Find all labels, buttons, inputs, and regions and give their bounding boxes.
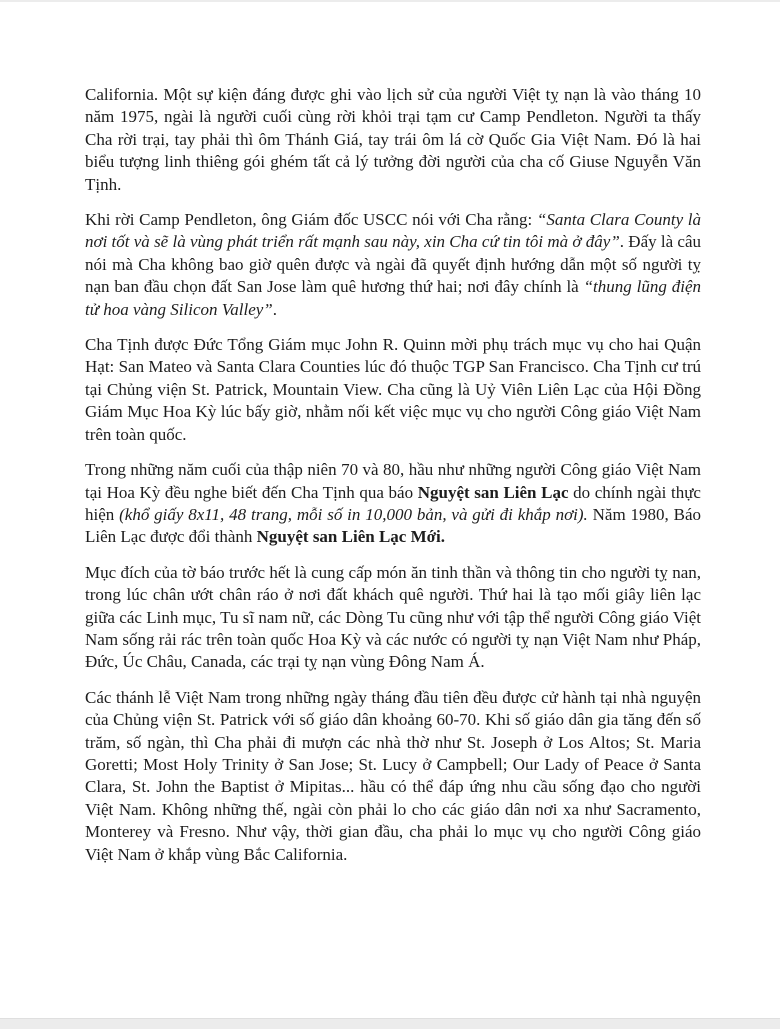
text-run-italic: (khổ giấy 8x11, 48 trang, mỗi số in 10,000 bản, và gửi đi khắp nơi). bbox=[119, 504, 588, 524]
text-run-italic: “Santa Clara County là nơi tốt và sẽ là vùng phát triển rất mạnh sau này, xin Cha cứ tin tôi mà ở đây” bbox=[85, 210, 701, 252]
text-run-normal: California. Một sự kiện đáng được ghi vào lịch sử của người Việt tỵ nạn là vào tháng 10 năm 1975, ngài là người cuối cùng rời khỏi trại tạm cư Camp Pendleton. Người ta thấy Cha rời trại, tay phải thì ôm Thánh Giá, tay trái ôm lá cờ Quốc Gia Việt Nam. Đó là hai biểu tượng linh thiêng gói ghém tất cả lý tưởng đời người của cha cố Giuse Nguyễn Văn Tịnh. bbox=[85, 85, 701, 194]
paragraph-4 bbox=[85, 459, 701, 549]
scan-bottom-edge bbox=[0, 1018, 780, 1029]
text-run-normal: Cha Tịnh được Đức Tổng Giám mục John R. Quinn mời phụ trách mục vụ cho hai Quận Hạt: San Mateo và Santa Clara Counties lúc đó thuộc TGP San Francisco. Cha Tịnh cư trú tại Chủng viện St. Patrick, Mountain View. Cha cũng là Uỷ Viên Liên Lạc của Hội Đồng Giám Mục Hoa Kỳ lúc bấy giờ, nhằm nối kết việc mục vụ cho người Công giáo Việt Nam trên toàn quốc. bbox=[85, 335, 701, 444]
text-run-normal: do chính ngài thực hiện bbox=[85, 482, 701, 524]
paragraph-6 bbox=[85, 687, 701, 866]
paragraph-1 bbox=[85, 84, 701, 196]
text-run-bold: Nguyệt san Liên Lạc Mới. bbox=[256, 527, 446, 547]
document-text bbox=[85, 84, 701, 879]
text-run-normal: . bbox=[272, 299, 277, 319]
text-run-normal: Trong những năm cuối của thập niên 70 và 80, hầu như những người Công giáo Việt Nam tại Hoa Kỳ đều nghe biết đến Cha Tịnh qua báo bbox=[85, 460, 701, 502]
scan-top-edge bbox=[0, 0, 780, 2]
text-run-normal: . Đấy là câu nói mà Cha không bao giờ quên được và ngài đã quyết định hướng dẫn một số người tỵ nạn ban đầu chọn đất San Jose làm quê hương thứ hai; nơi đây chính là bbox=[85, 232, 701, 297]
paragraph-3 bbox=[85, 334, 701, 446]
text-run-bold: Nguyệt san Liên Lạc bbox=[417, 482, 569, 502]
paragraph-2 bbox=[85, 209, 701, 321]
text-run-normal: Năm 1980, Báo Liên Lạc được đổi thành bbox=[85, 504, 701, 547]
text-run-normal: Mục đích của tờ báo trước hết là cung cấp món ăn tinh thần và thông tin cho người tỵ nan, trong lúc chân ướt chân ráo ở nơi đất khách quê người. Thứ hai là tạo mối giây liên lạc giữa các Linh mục, Tu sĩ nam nữ, các Dòng Tu cũng như với tập thể người Công giáo Việt Nam sống rải rác trên toàn quốc Hoa Kỳ và các nước có người tỵ nạn Việt Nam như Pháp, Đức, Úc Châu, Canada, các trại tỵ nạn vùng Đông Nam Á. bbox=[85, 562, 701, 672]
text-run-normal: Các thánh lễ Việt Nam trong những ngày tháng đầu tiên đều được cử hành tại nhà nguyện của Chủng viện St. Patrick với số giáo dân khoảng 60-70. Khi số giáo dân gia tăng đến số trăm, số ngàn, thì Cha phải đi mượn các nhà thờ như St. Joseph ở Los Altos; St. Maria Goretti; Most Holy Trinity ở San Jose; St. Lucy ở Campbell; Our Lady of Peace ở Santa Clara, St. John the Baptist ở Mipitas... hầu có thể đáp ứng nhu cầu sống đạo cho người Việt Nam. Không những thế, ngài còn phải lo cho các giáo dân nơi xa như Sacramento, Monterey và Fresno. Như vậy, thời gian đầu, cha phải lo mục vụ cho người Công giáo Việt Nam ở khắp vùng Bắc California. bbox=[85, 687, 701, 864]
paragraph-5 bbox=[85, 562, 701, 674]
text-run-normal: Khi rời Camp Pendleton, ông Giám đốc USCC nói với Cha rằng: bbox=[85, 210, 537, 230]
text-run-italic: “thung lũng điện tử hoa vàng Silicon Valley” bbox=[85, 277, 701, 319]
